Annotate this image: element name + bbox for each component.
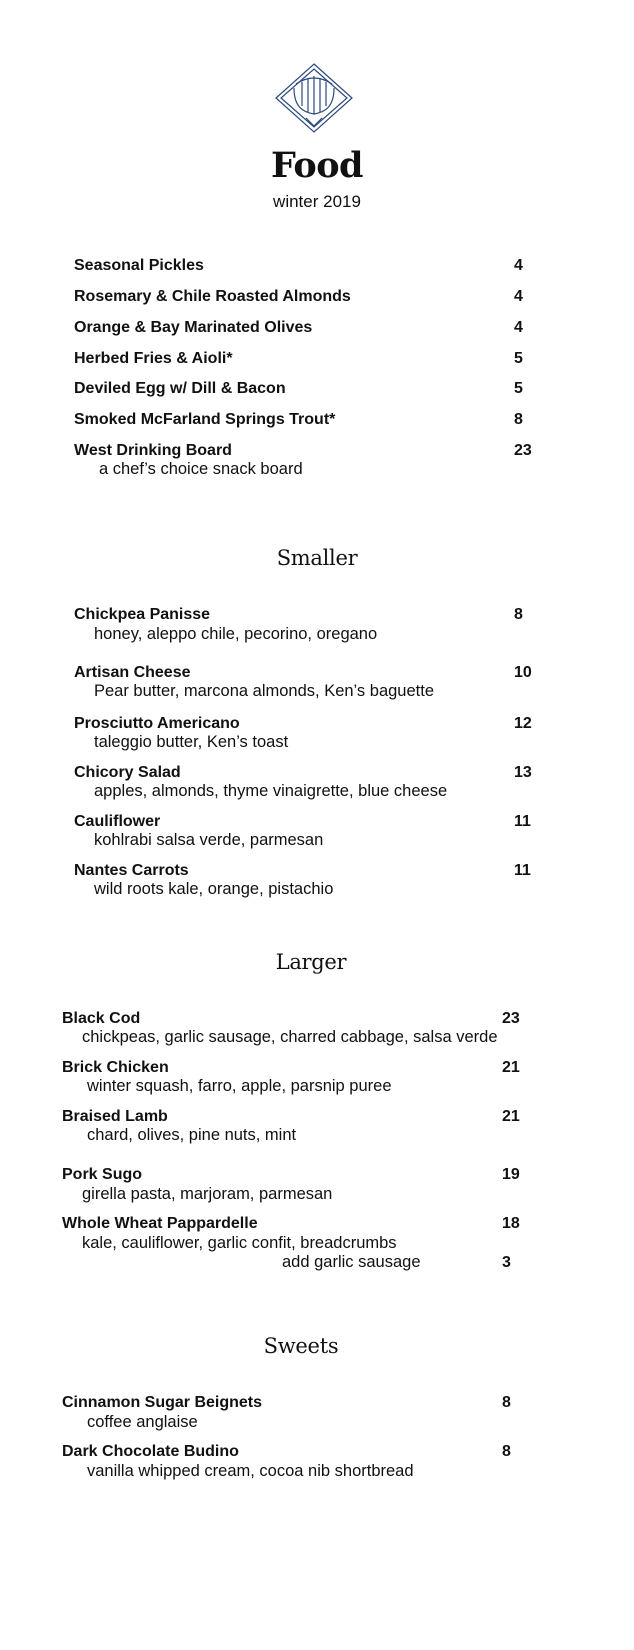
menu-item-description: kale, cauliflower, garlic confit, breadcrumbs (82, 1234, 397, 1252)
menu-item-name: Rosemary & Chile Roasted Almonds (74, 288, 351, 305)
menu-item-price: 5 (514, 380, 523, 397)
menu-item-name: Nantes Carrots (74, 862, 189, 879)
page-subtitle: winter 2019 (273, 192, 361, 211)
menu-item-description: honey, aleppo chile, pecorino, oregano (94, 625, 378, 643)
menu-item-description: vanilla whipped cream, cocoa nib shortbread (87, 1462, 414, 1480)
menu-item-price: 18 (502, 1215, 520, 1232)
menu-item-price: 11 (514, 813, 531, 830)
menu-item-description: a chef’s choice snack board (99, 460, 303, 478)
menu-item-name: Cauliflower (74, 813, 161, 830)
menu-item-name: Cinnamon Sugar Beignets (62, 1394, 263, 1411)
diamond-crest-icon (272, 62, 356, 134)
menu-item-description: taleggio butter, Ken’s toast (94, 733, 289, 751)
menu-item-price: 10 (514, 664, 532, 681)
menu-item-price: 23 (514, 442, 532, 459)
menu-item-price: 23 (502, 1010, 520, 1027)
page-title: Food (270, 145, 364, 186)
section-heading-smaller: Smaller (276, 546, 358, 570)
menu-item-name: West Drinking Board (74, 442, 232, 459)
section-heading-sweets: Sweets (263, 1334, 339, 1358)
menu-item-price: 8 (514, 606, 523, 623)
menu-item-description: girella pasta, marjoram, parmesan (82, 1185, 333, 1203)
menu-item-price: 8 (502, 1394, 511, 1411)
menu-addon-label: add garlic sausage (282, 1253, 421, 1271)
menu-item-price: 4 (514, 319, 523, 336)
menu-item-price: 5 (514, 350, 523, 367)
menu-item-price: 19 (502, 1166, 520, 1183)
menu-item-description: coffee anglaise (87, 1413, 198, 1431)
menu-item-price: 4 (514, 257, 523, 274)
menu-item-description: winter squash, farro, apple, parsnip puree (87, 1077, 392, 1095)
menu-item-description: chard, olives, pine nuts, mint (87, 1126, 297, 1144)
menu-item-price: 11 (514, 862, 531, 879)
menu-item-description: apples, almonds, thyme vinaigrette, blue cheese (94, 782, 448, 800)
menu-item-price: 8 (502, 1443, 511, 1460)
menu-item-price: 8 (514, 411, 523, 428)
menu-item-name: Herbed Fries & Aioli* (74, 350, 233, 367)
menu-item-price: 13 (514, 764, 532, 781)
menu-item-description: kohlrabi salsa verde, parmesan (94, 831, 324, 849)
menu-item-price: 21 (502, 1059, 520, 1076)
menu-item-price: 12 (514, 715, 532, 732)
menu-item-name: Chicory Salad (74, 764, 181, 781)
menu-item-name: Brick Chicken (62, 1059, 169, 1076)
menu-item-name: Pork Sugo (62, 1166, 143, 1183)
menu-item-price: 4 (514, 288, 523, 305)
menu-item-name: Artisan Cheese (74, 664, 191, 681)
menu-item-price: 21 (502, 1108, 520, 1125)
menu-item-description: Pear butter, marcona almonds, Ken’s baguette (94, 682, 434, 700)
menu-item-name: Braised Lamb (62, 1108, 168, 1125)
menu-item-name: Black Cod (62, 1010, 141, 1027)
menu-item-description: chickpeas, garlic sausage, charred cabbage, salsa verde (82, 1028, 498, 1046)
menu-item-name: Seasonal Pickles (74, 257, 204, 274)
menu-item-name: Orange & Bay Marinated Olives (74, 319, 313, 336)
menu-item-description: wild roots kale, orange, pistachio (94, 880, 334, 898)
menu-addon-price: 3 (502, 1254, 511, 1271)
menu-item-name: Prosciutto Americano (74, 715, 240, 732)
menu-item-name: Smoked McFarland Springs Trout* (74, 411, 336, 428)
section-heading-larger: Larger (275, 950, 347, 974)
menu-item-name: Dark Chocolate Budino (62, 1443, 239, 1460)
menu-item-name: Deviled Egg w/ Dill & Bacon (74, 380, 286, 397)
menu-item-name: Chickpea Panisse (74, 606, 211, 623)
menu-item-name: Whole Wheat Pappardelle (62, 1215, 258, 1232)
